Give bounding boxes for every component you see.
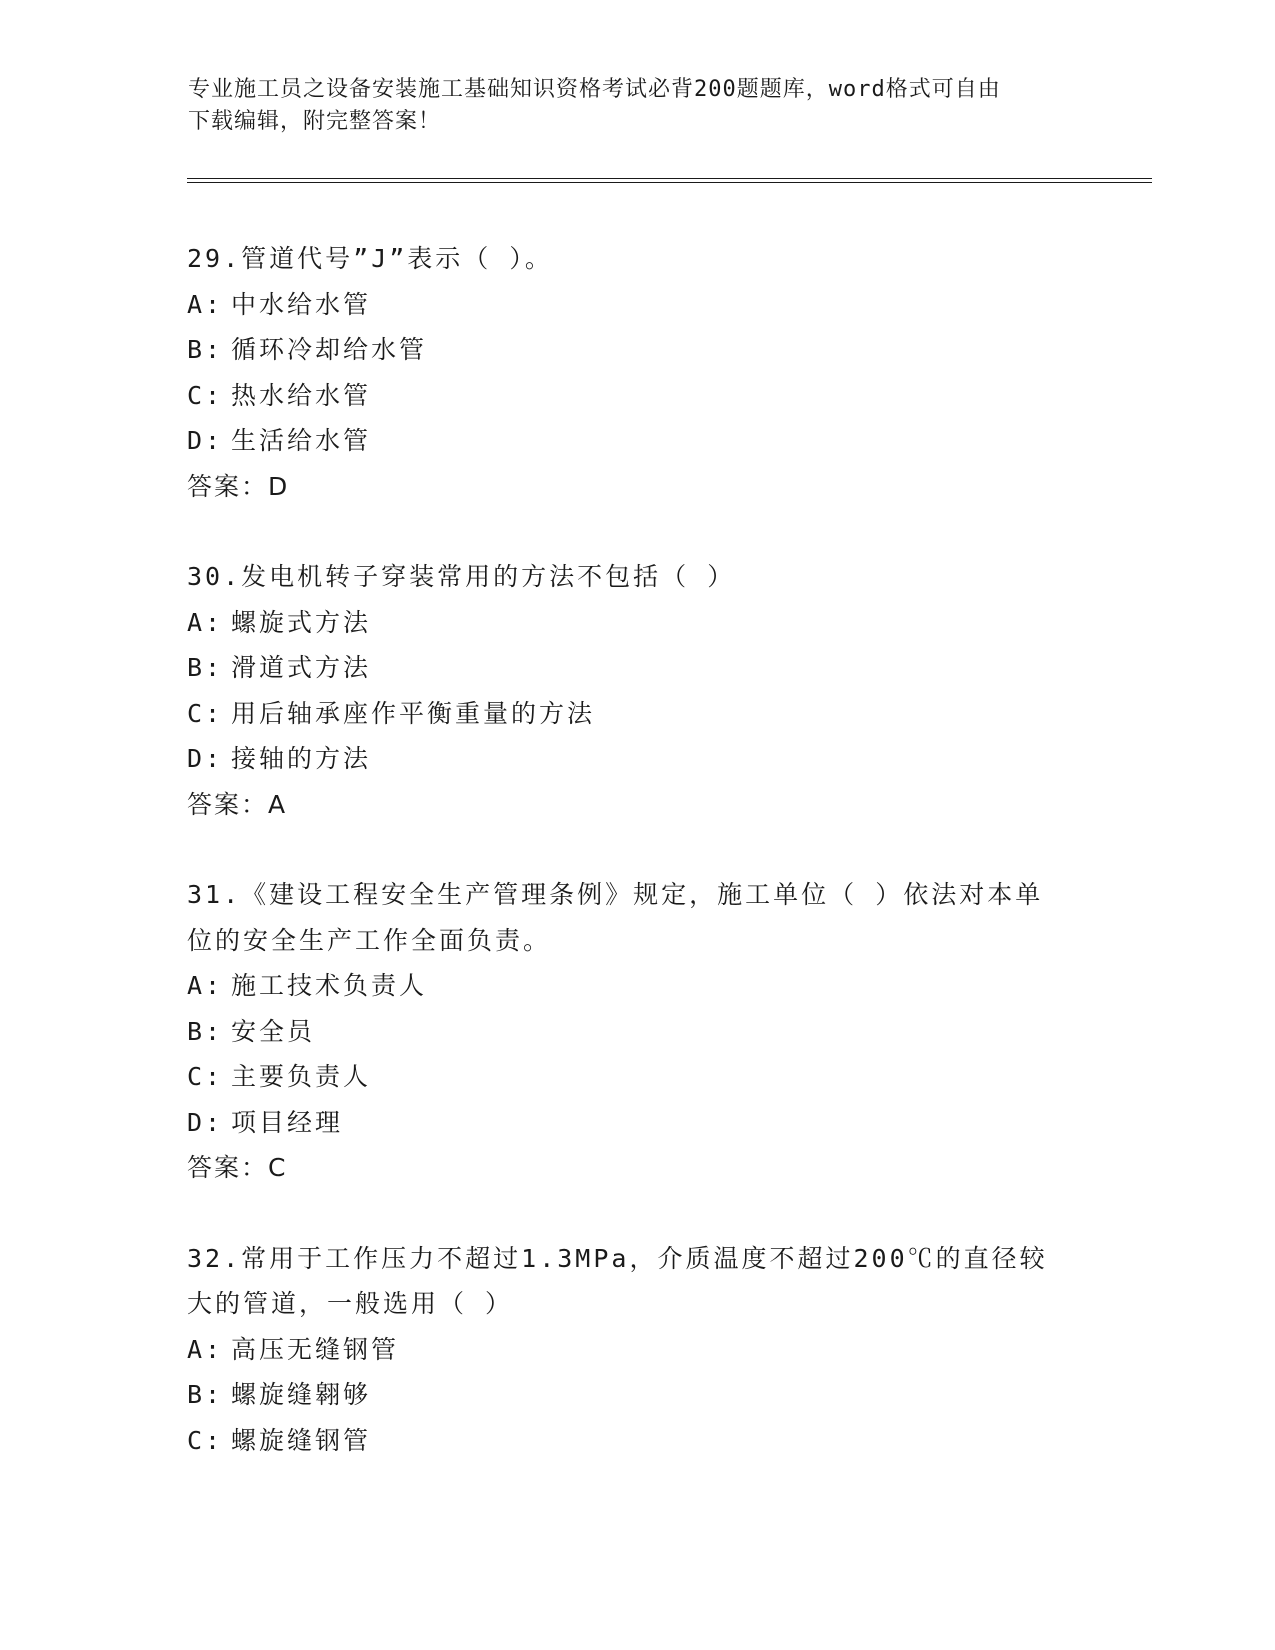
option-a <box>187 1327 1087 1373</box>
option-text: 生活给水管 <box>231 426 372 455</box>
option-d <box>187 1100 1087 1146</box>
question-29 <box>187 236 1087 509</box>
option-text: 螺旋缝钢管 <box>231 1425 372 1455</box>
header-line-2: 下载编辑，附完整答案！ <box>188 109 442 134</box>
option-key: C: <box>187 698 224 728</box>
option-text: 螺旋缝翱够 <box>231 1380 372 1409</box>
option-text: 中水给水管 <box>231 289 372 319</box>
option-b <box>187 1009 1087 1055</box>
option-key: A: <box>187 289 224 319</box>
question-list <box>187 236 1087 1508</box>
option-key: A: <box>187 1334 224 1364</box>
question-32 <box>187 1236 1087 1464</box>
option-text: 施工技术负责人 <box>231 971 428 1000</box>
option-d <box>187 736 1087 782</box>
option-key: A: <box>187 607 224 637</box>
option-key: B: <box>187 653 224 682</box>
option-c <box>187 1418 1087 1464</box>
option-key: A: <box>187 971 224 1000</box>
question-stem: 32.常用于工作压力不超过1.3MPa，介质温度不超过200℃的直径较大的管道，一般选用（ ） <box>187 1243 1048 1318</box>
question-31 <box>187 872 1087 1191</box>
option-key: B: <box>187 1016 224 1046</box>
option-text: 项目经理 <box>231 1107 344 1137</box>
answer-line: 答案：A <box>187 789 288 819</box>
option-a <box>187 963 1087 1009</box>
question-30 <box>187 554 1087 827</box>
option-c <box>187 691 1087 737</box>
option-key: D: <box>187 1107 224 1137</box>
option-b <box>187 1372 1087 1418</box>
option-text: 热水给水管 <box>231 380 372 410</box>
header-rule-bottom <box>187 182 1152 183</box>
option-text: 用后轴承座作平衡重量的方法 <box>231 698 596 728</box>
question-stem: 31.《建设工程安全生产管理条例》规定，施工单位（ ）依法对本单位的安全生产工作全面负责。 <box>187 880 1044 955</box>
option-key: C: <box>187 1425 224 1455</box>
header-line-1: 专业施工员之设备安装施工基础知识资格考试必背200题题库，word格式可自由 <box>188 77 1001 102</box>
option-a <box>187 600 1087 646</box>
question-stem: 29.管道代号”J”表示（ ）。 <box>187 244 553 273</box>
option-text: 安全员 <box>231 1016 316 1046</box>
option-b <box>187 327 1087 373</box>
answer-line: 答案：C <box>187 1153 288 1182</box>
option-key: C: <box>187 1062 224 1091</box>
option-key: C: <box>187 380 224 410</box>
option-text: 滑道式方法 <box>231 653 372 682</box>
option-b <box>187 645 1087 691</box>
option-d <box>187 418 1087 464</box>
option-text: 高压无缝钢管 <box>231 1334 400 1364</box>
option-text: 主要负责人 <box>231 1062 372 1091</box>
option-key: D: <box>187 744 224 773</box>
header-rule-top <box>187 178 1152 179</box>
option-text: 螺旋式方法 <box>231 607 372 637</box>
question-stem: 30.发电机转子穿装常用的方法不包括（ ） <box>187 562 736 591</box>
option-text: 接轴的方法 <box>231 744 372 773</box>
option-key: B: <box>187 335 224 364</box>
answer-line: 答案：D <box>187 471 290 501</box>
option-c <box>187 1054 1087 1100</box>
option-c <box>187 373 1087 419</box>
option-key: B: <box>187 1380 224 1409</box>
option-key: D: <box>187 426 224 455</box>
option-text: 循环冷却给水管 <box>231 335 428 364</box>
option-a <box>187 282 1087 328</box>
document-header <box>188 74 1088 138</box>
